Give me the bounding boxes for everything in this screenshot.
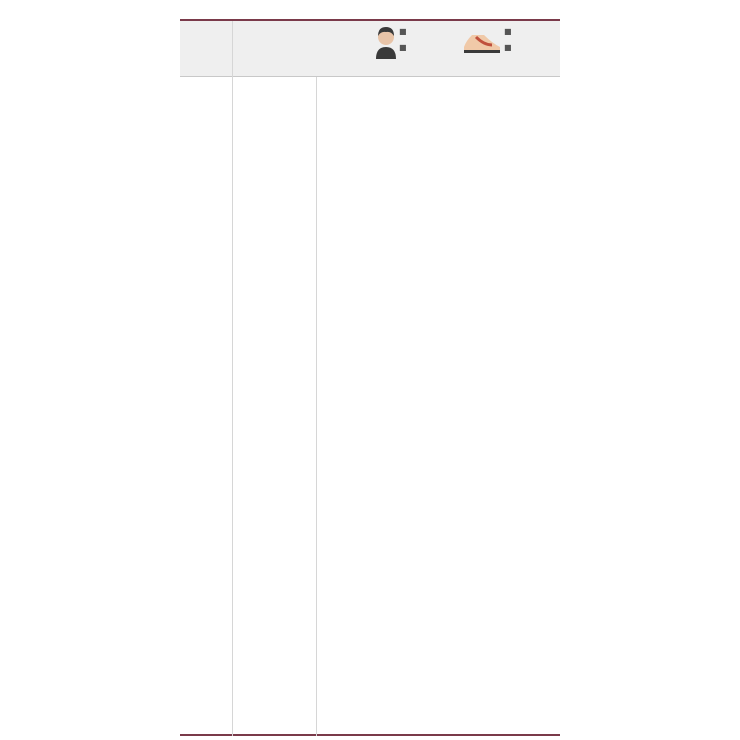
table-header bbox=[180, 21, 560, 77]
head-icon bbox=[374, 25, 398, 59]
fitting-table bbox=[180, 19, 560, 736]
legend-toe: ■ bbox=[399, 27, 407, 36]
legend-length: ■ bbox=[504, 43, 512, 52]
fit-scale-bar bbox=[396, 65, 540, 70]
shoe-icon bbox=[462, 29, 502, 55]
legend-instep: ■ bbox=[504, 27, 512, 36]
legend-heel: ■ bbox=[399, 43, 407, 52]
